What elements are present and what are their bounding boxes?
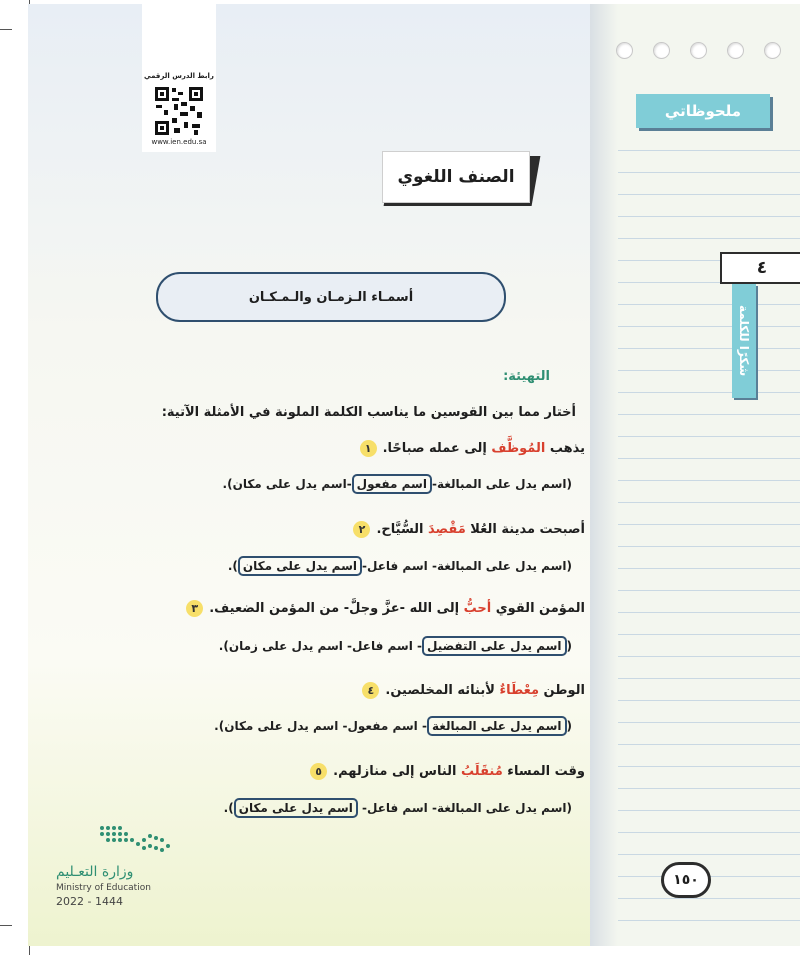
option[interactable]: اسم يدل على مكان <box>224 719 339 733</box>
option[interactable]: اسم يدل على المبالغة <box>436 477 567 491</box>
ministry-logo-icon <box>98 824 174 856</box>
ruled-line <box>618 898 800 899</box>
ruled-line <box>618 458 800 459</box>
banner-title: الصنف اللغوي <box>382 151 530 203</box>
ministry-name-ar: وزارة التعـليم <box>56 864 134 880</box>
lesson-title: أسمـاء الـزمـان والـمـكـان <box>156 272 506 322</box>
question-text: الوطن مِعْطَاءٌ لأبنائه المخلصين. <box>385 683 585 698</box>
ruled-line <box>618 810 800 811</box>
notes-margin <box>590 4 800 946</box>
ruled-line <box>618 326 800 327</box>
ruled-line <box>618 920 800 921</box>
selected-option[interactable]: اسم يدل على التفضيل <box>422 636 567 656</box>
ruled-line <box>618 238 800 239</box>
unit-name: شكرًا للكلمة <box>732 284 756 398</box>
question-number: ٣ <box>186 600 203 617</box>
highlighted-word: مُنقَلَبُ <box>461 764 503 779</box>
highlighted-word: مِعْطَاءٌ <box>499 683 540 698</box>
ruled-line <box>618 656 800 657</box>
selected-option[interactable]: اسم يدل على مكان <box>238 556 362 576</box>
ruled-line <box>618 744 800 745</box>
ruled-line <box>618 678 800 679</box>
highlighted-word: مَقْصِدَ <box>428 522 466 537</box>
question-number: ٥ <box>310 763 327 780</box>
question-2 <box>353 521 585 538</box>
ruled-line <box>618 612 800 613</box>
warmup-heading: التهيئة: <box>503 369 550 384</box>
crop-mark <box>0 925 12 926</box>
option[interactable]: اسم مفعول <box>347 719 418 733</box>
options-4: (اسم يدل على المبالغة- اسم مفعول- اسم يدل على مكان). <box>214 719 572 733</box>
ruled-line <box>618 216 800 217</box>
binder-hole <box>616 42 633 59</box>
ruled-line <box>618 172 800 173</box>
question-text: أصبحت مدينة العُلا مَقْصِدَ السُّيَّاح. <box>376 522 585 537</box>
ruled-line <box>618 304 800 305</box>
ruled-line <box>618 194 800 195</box>
ruled-line <box>618 854 800 855</box>
ruled-line <box>618 788 800 789</box>
ruled-line <box>618 150 800 151</box>
ruled-line <box>618 370 800 371</box>
ruled-line <box>618 634 800 635</box>
ministry-name-en: Ministry of Education <box>56 883 151 893</box>
binder-hole <box>727 42 744 59</box>
question-1 <box>360 440 585 457</box>
option[interactable]: اسم يدل على مكان <box>232 477 347 491</box>
option[interactable]: اسم يدل على المبالغة <box>436 559 567 573</box>
page-number: ١٥٠ <box>661 862 711 898</box>
option[interactable]: اسم فاعل <box>366 801 428 815</box>
question-text: وقت المساء مُنقَلَبُ الناس إلى منازلهم. <box>333 764 585 779</box>
option[interactable]: اسم فاعل <box>352 639 413 653</box>
ruled-line <box>618 700 800 701</box>
option[interactable]: اسم فاعل <box>366 559 428 573</box>
highlighted-word: المُوظَّف <box>491 441 546 456</box>
question-4 <box>362 682 585 699</box>
options-1: (اسم يدل على المبالغة-اسم مفعول-اسم يدل على مكان). <box>223 477 572 491</box>
option[interactable]: اسم يدل على زمان <box>228 639 343 653</box>
binder-hole <box>690 42 707 59</box>
ruled-line <box>618 766 800 767</box>
qr-url[interactable]: www.ien.edu.sa <box>151 138 207 146</box>
ruled-line <box>618 722 800 723</box>
ruled-line <box>618 348 800 349</box>
crop-mark <box>0 29 12 30</box>
qr-code-icon <box>154 86 204 136</box>
ruled-line <box>618 414 800 415</box>
edition-year: 2022 - 1444 <box>56 895 123 908</box>
page-fold-shadow <box>590 4 618 946</box>
highlighted-word: أحبُّ <box>463 601 492 616</box>
selected-option[interactable]: اسم يدل على مكان <box>234 798 358 818</box>
binder-hole <box>764 42 781 59</box>
option[interactable]: اسم يدل على المبالغة <box>436 801 567 815</box>
options-3: (اسم يدل على التفضيل- اسم فاعل- اسم يدل على زمان). <box>219 639 572 653</box>
question-number: ٢ <box>353 521 370 538</box>
ruled-line <box>618 546 800 547</box>
question-text: المؤمن القوي أحبُّ إلى الله -عزَّ وجلَّ- من المؤمن الضعيف. <box>209 601 585 616</box>
selected-option[interactable]: اسم يدل على المبالغة <box>427 716 567 736</box>
question-number: ١ <box>360 440 377 457</box>
unit-number: ٤ <box>720 252 800 284</box>
ruled-line <box>618 436 800 437</box>
ruled-line <box>618 832 800 833</box>
binder-hole <box>653 42 670 59</box>
ruled-line <box>618 502 800 503</box>
question-5 <box>310 763 585 780</box>
notes-tab: ملحوظاتي <box>636 94 770 128</box>
selected-option[interactable]: اسم مفعول <box>352 474 432 494</box>
instruction-text: أختار مما بين القوسين ما يناسب الكلمة الملونة في الأمثلة الآتية: <box>161 405 576 420</box>
options-2: (اسم يدل على المبالغة- اسم فاعل-اسم يدل على مكان). <box>228 559 572 573</box>
question-3 <box>186 600 585 617</box>
ruled-line <box>618 568 800 569</box>
question-text: يذهب المُوظَّف إلى عمله صباحًا. <box>382 441 585 456</box>
options-5: (اسم يدل على المبالغة- اسم فاعل- اسم يدل على مكان). <box>224 801 572 815</box>
ruled-line <box>618 524 800 525</box>
question-number: ٤ <box>362 682 379 699</box>
ruled-line <box>618 392 800 393</box>
ruled-line <box>618 590 800 591</box>
qr-label: رابط الدرس الرقمي <box>144 72 214 80</box>
ruled-line <box>618 480 800 481</box>
